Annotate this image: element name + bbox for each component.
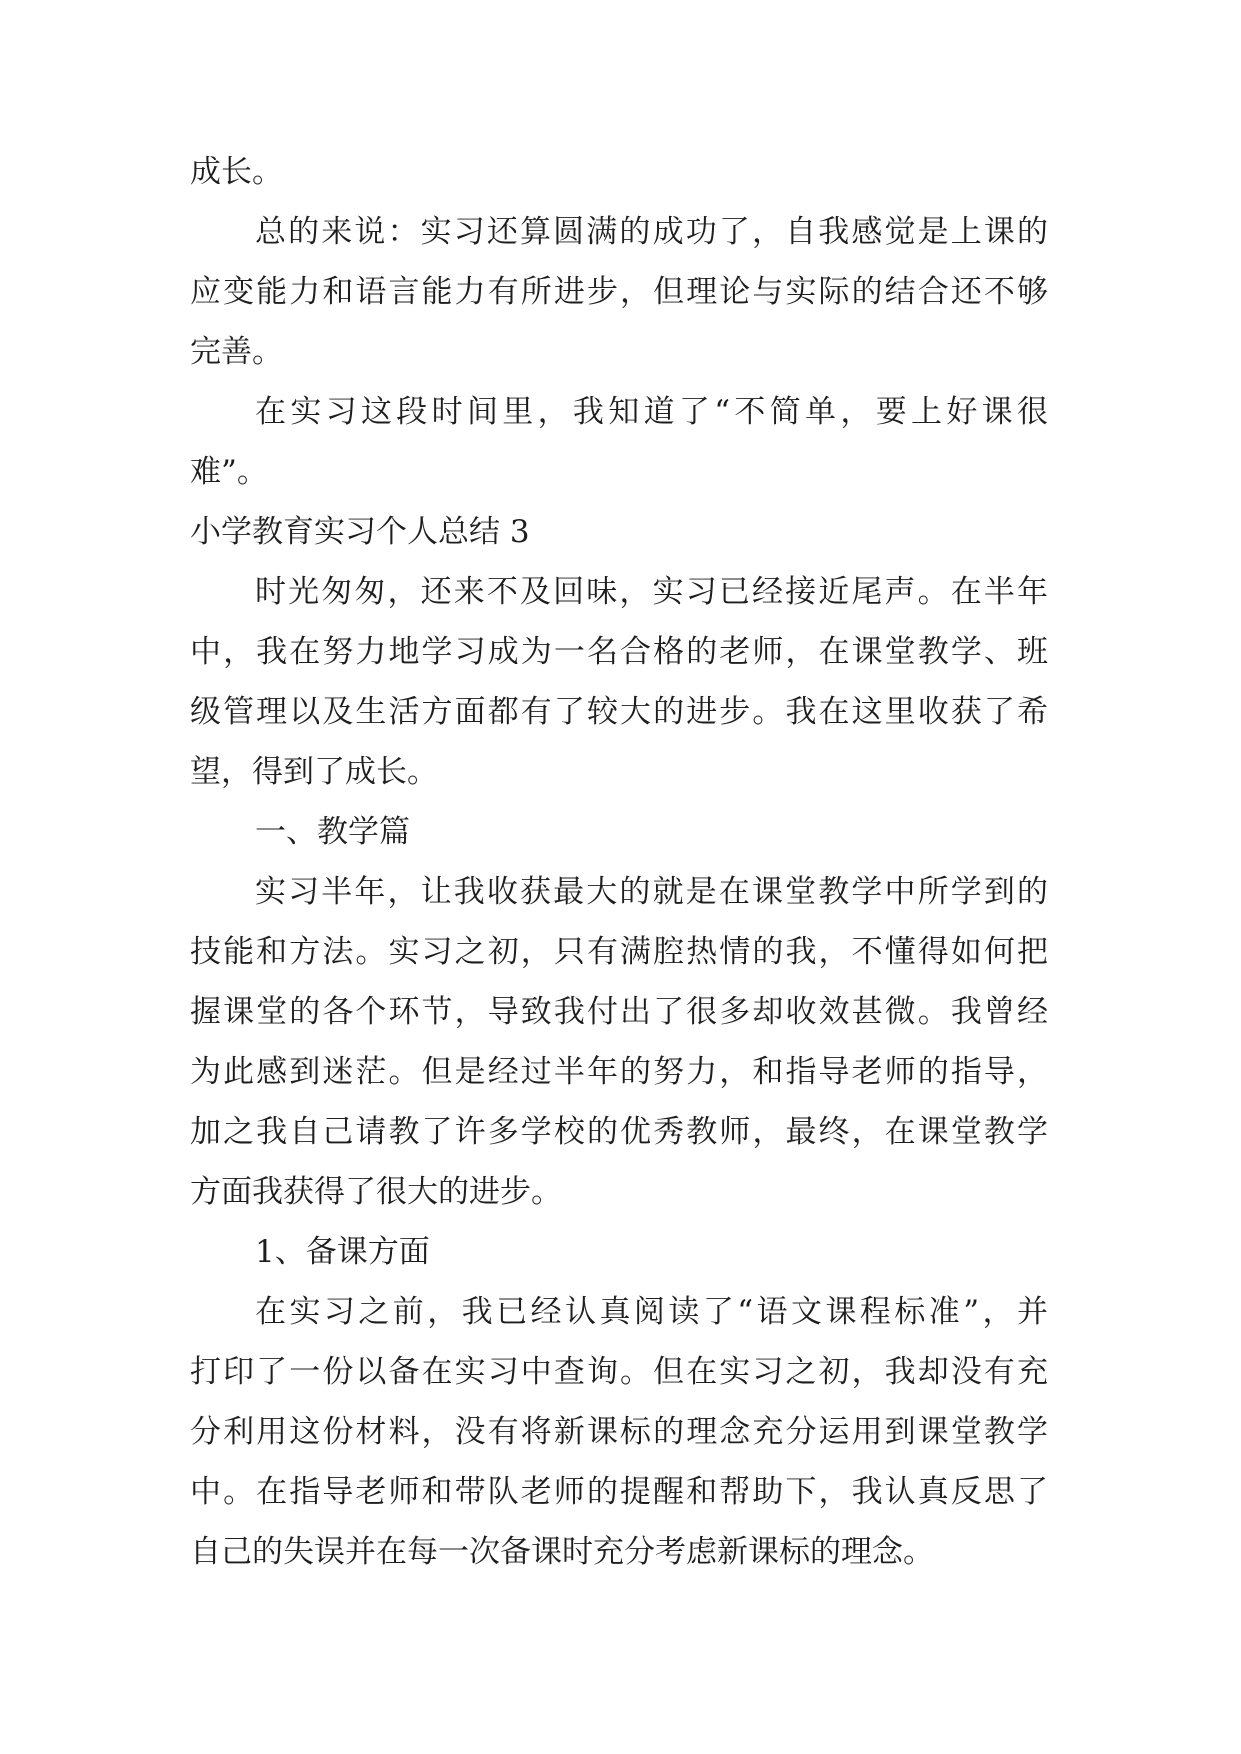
subsection-title: 1、备课方面 (255, 1234, 430, 1270)
text-line: 方面我获得了很大的进步。 (190, 1174, 562, 1210)
text-line: 难”。 (190, 454, 268, 490)
subsection-title: 一、教学篇 (255, 814, 410, 850)
text-line: 完善。 (190, 334, 283, 370)
text-line: 自己的失误并在每一次备课时充分考虑新课标的理念。 (190, 1534, 934, 1570)
text-line: 打印了一份以备在实习中查询。但在实习之初，我却没有充 (190, 1354, 1048, 1390)
paragraph-first-line: 在实习这段时间里，我知道了“不简单，要上好课很 (255, 394, 1048, 430)
text-line: 应变能力和语言能力有所进步，但理论与实际的结合还不够 (190, 274, 1048, 310)
section-title: 小学教育实习个人总结 3 (190, 514, 530, 550)
text-line: 中。在指导老师和带队老师的提醒和帮助下，我认真反思了 (190, 1474, 1048, 1510)
text-line: 握课堂的各个环节，导致我付出了很多却收效甚微。我曾经 (190, 994, 1048, 1030)
text-line: 为此感到迷茫。但是经过半年的努力，和指导老师的指导， (190, 1054, 1048, 1090)
paragraph-first-line: 时光匆匆，还来不及回味，实习已经接近尾声。在半年 (255, 574, 1048, 610)
text-line: 成长。 (190, 154, 283, 190)
paragraph-first-line: 实习半年，让我收获最大的就是在课堂教学中所学到的 (255, 874, 1048, 910)
text-line: 技能和方法。实习之初，只有满腔热情的我，不懂得如何把 (190, 934, 1048, 970)
text-line: 中，我在努力地学习成为一名合格的老师，在课堂教学、班 (190, 634, 1048, 670)
text-line: 分利用这份材料，没有将新课标的理念充分运用到课堂教学 (190, 1414, 1048, 1450)
paragraph-first-line: 在实习之前，我已经认真阅读了“语文课程标准”，并 (255, 1294, 1048, 1330)
text-line: 望，得到了成长。 (190, 754, 438, 790)
text-line: 加之我自己请教了许多学校的优秀教师，最终，在课堂教学 (190, 1114, 1048, 1150)
paragraph-first-line: 总的来说：实习还算圆满的成功了，自我感觉是上课的 (255, 214, 1048, 250)
text-line: 级管理以及生活方面都有了较大的进步。我在这里收获了希 (190, 694, 1048, 730)
